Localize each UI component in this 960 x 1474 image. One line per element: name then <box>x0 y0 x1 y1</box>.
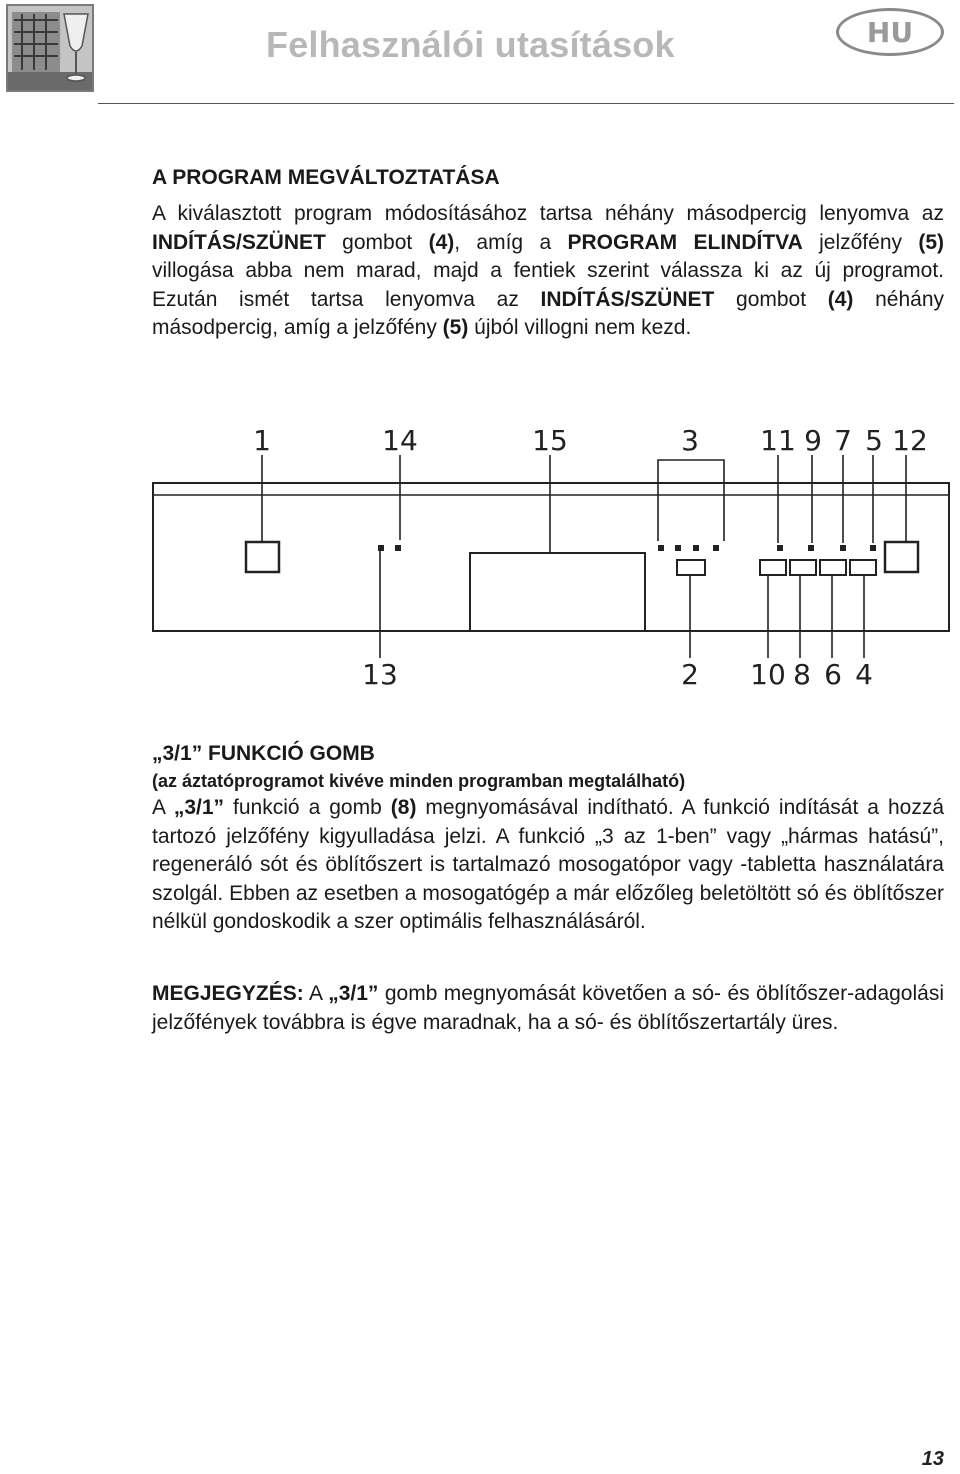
function-button-text: A „3/1” funkció a gomb (8) megnyomásával indítható. A funkció indítását a hozzá tartozó jelzőfény kigyulladása jelzi. A funkció „3 az 1-ben” vagy „hármas hatású”, regeneráló sót és öblítőszert is tartalmazó mosogatópor vagy -tabletta használatára szolgál. Ebben az esetben a mosogatógép a már előzőleg beletöltött só és öblítőszer nélkül gondoskodik a szer optimális felhasználásáról. <box>152 796 944 933</box>
label-9: 9 <box>804 424 822 457</box>
page-number: 13 <box>921 1448 944 1470</box>
function-button-subheading: (az áztatóprogramot kivéve minden programban megtalálható) <box>152 771 686 791</box>
label-11: 11 <box>760 424 796 457</box>
label-12: 12 <box>892 424 928 457</box>
label-4: 4 <box>855 658 873 691</box>
note-label: MEGJEGYZÉS: <box>152 982 304 1005</box>
function-button-heading: „3/1” FUNKCIÓ GOMB <box>152 742 375 765</box>
program-change-heading: A PROGRAM MEGVÁLTOZTATÁSA <box>152 166 500 189</box>
label-5: 5 <box>865 424 883 457</box>
label-13: 13 <box>362 658 398 691</box>
label-6: 6 <box>824 658 842 691</box>
header-divider <box>98 103 954 104</box>
control-panel-diagram <box>0 410 960 700</box>
note-text: MEGJEGYZÉS: A „3/1” gomb megnyomását követően a só- és öblítőszer-adagolási jelzőfények továbbra is égve maradnak, ha a só- és öblítőszertartály üres. <box>152 982 944 1034</box>
header-title: Felhasználói utasítások <box>266 24 675 65</box>
function-button-section <box>152 740 944 937</box>
note-section <box>152 980 944 1037</box>
label-7: 7 <box>834 424 852 457</box>
program-change-text: A kiválasztott program módosításához tartsa néhány másodpercig lenyomva az INDÍTÁS/SZÜNET gombot (4), amíg a PROGRAM ELINDÍTVA jelzőfény (5) villogása abba nem marad, majd a fentiek szerint válassza ki az új programot. Ezután ismét tartsa lenyomva az INDÍTÁS/SZÜNET gombot (4) néhány másodpercig, amíg a jelzőfény (5) újból villogni nem kezd. <box>152 202 945 339</box>
label-14: 14 <box>382 424 418 457</box>
program-change-section <box>152 164 944 343</box>
label-8: 8 <box>793 658 811 691</box>
dishwasher-logo-icon <box>6 4 94 92</box>
label-3: 3 <box>681 424 699 457</box>
label-15: 15 <box>532 424 568 457</box>
label-10: 10 <box>750 658 786 691</box>
label-2: 2 <box>681 658 699 691</box>
label-1: 1 <box>253 424 271 457</box>
language-badge: HU <box>836 8 944 56</box>
